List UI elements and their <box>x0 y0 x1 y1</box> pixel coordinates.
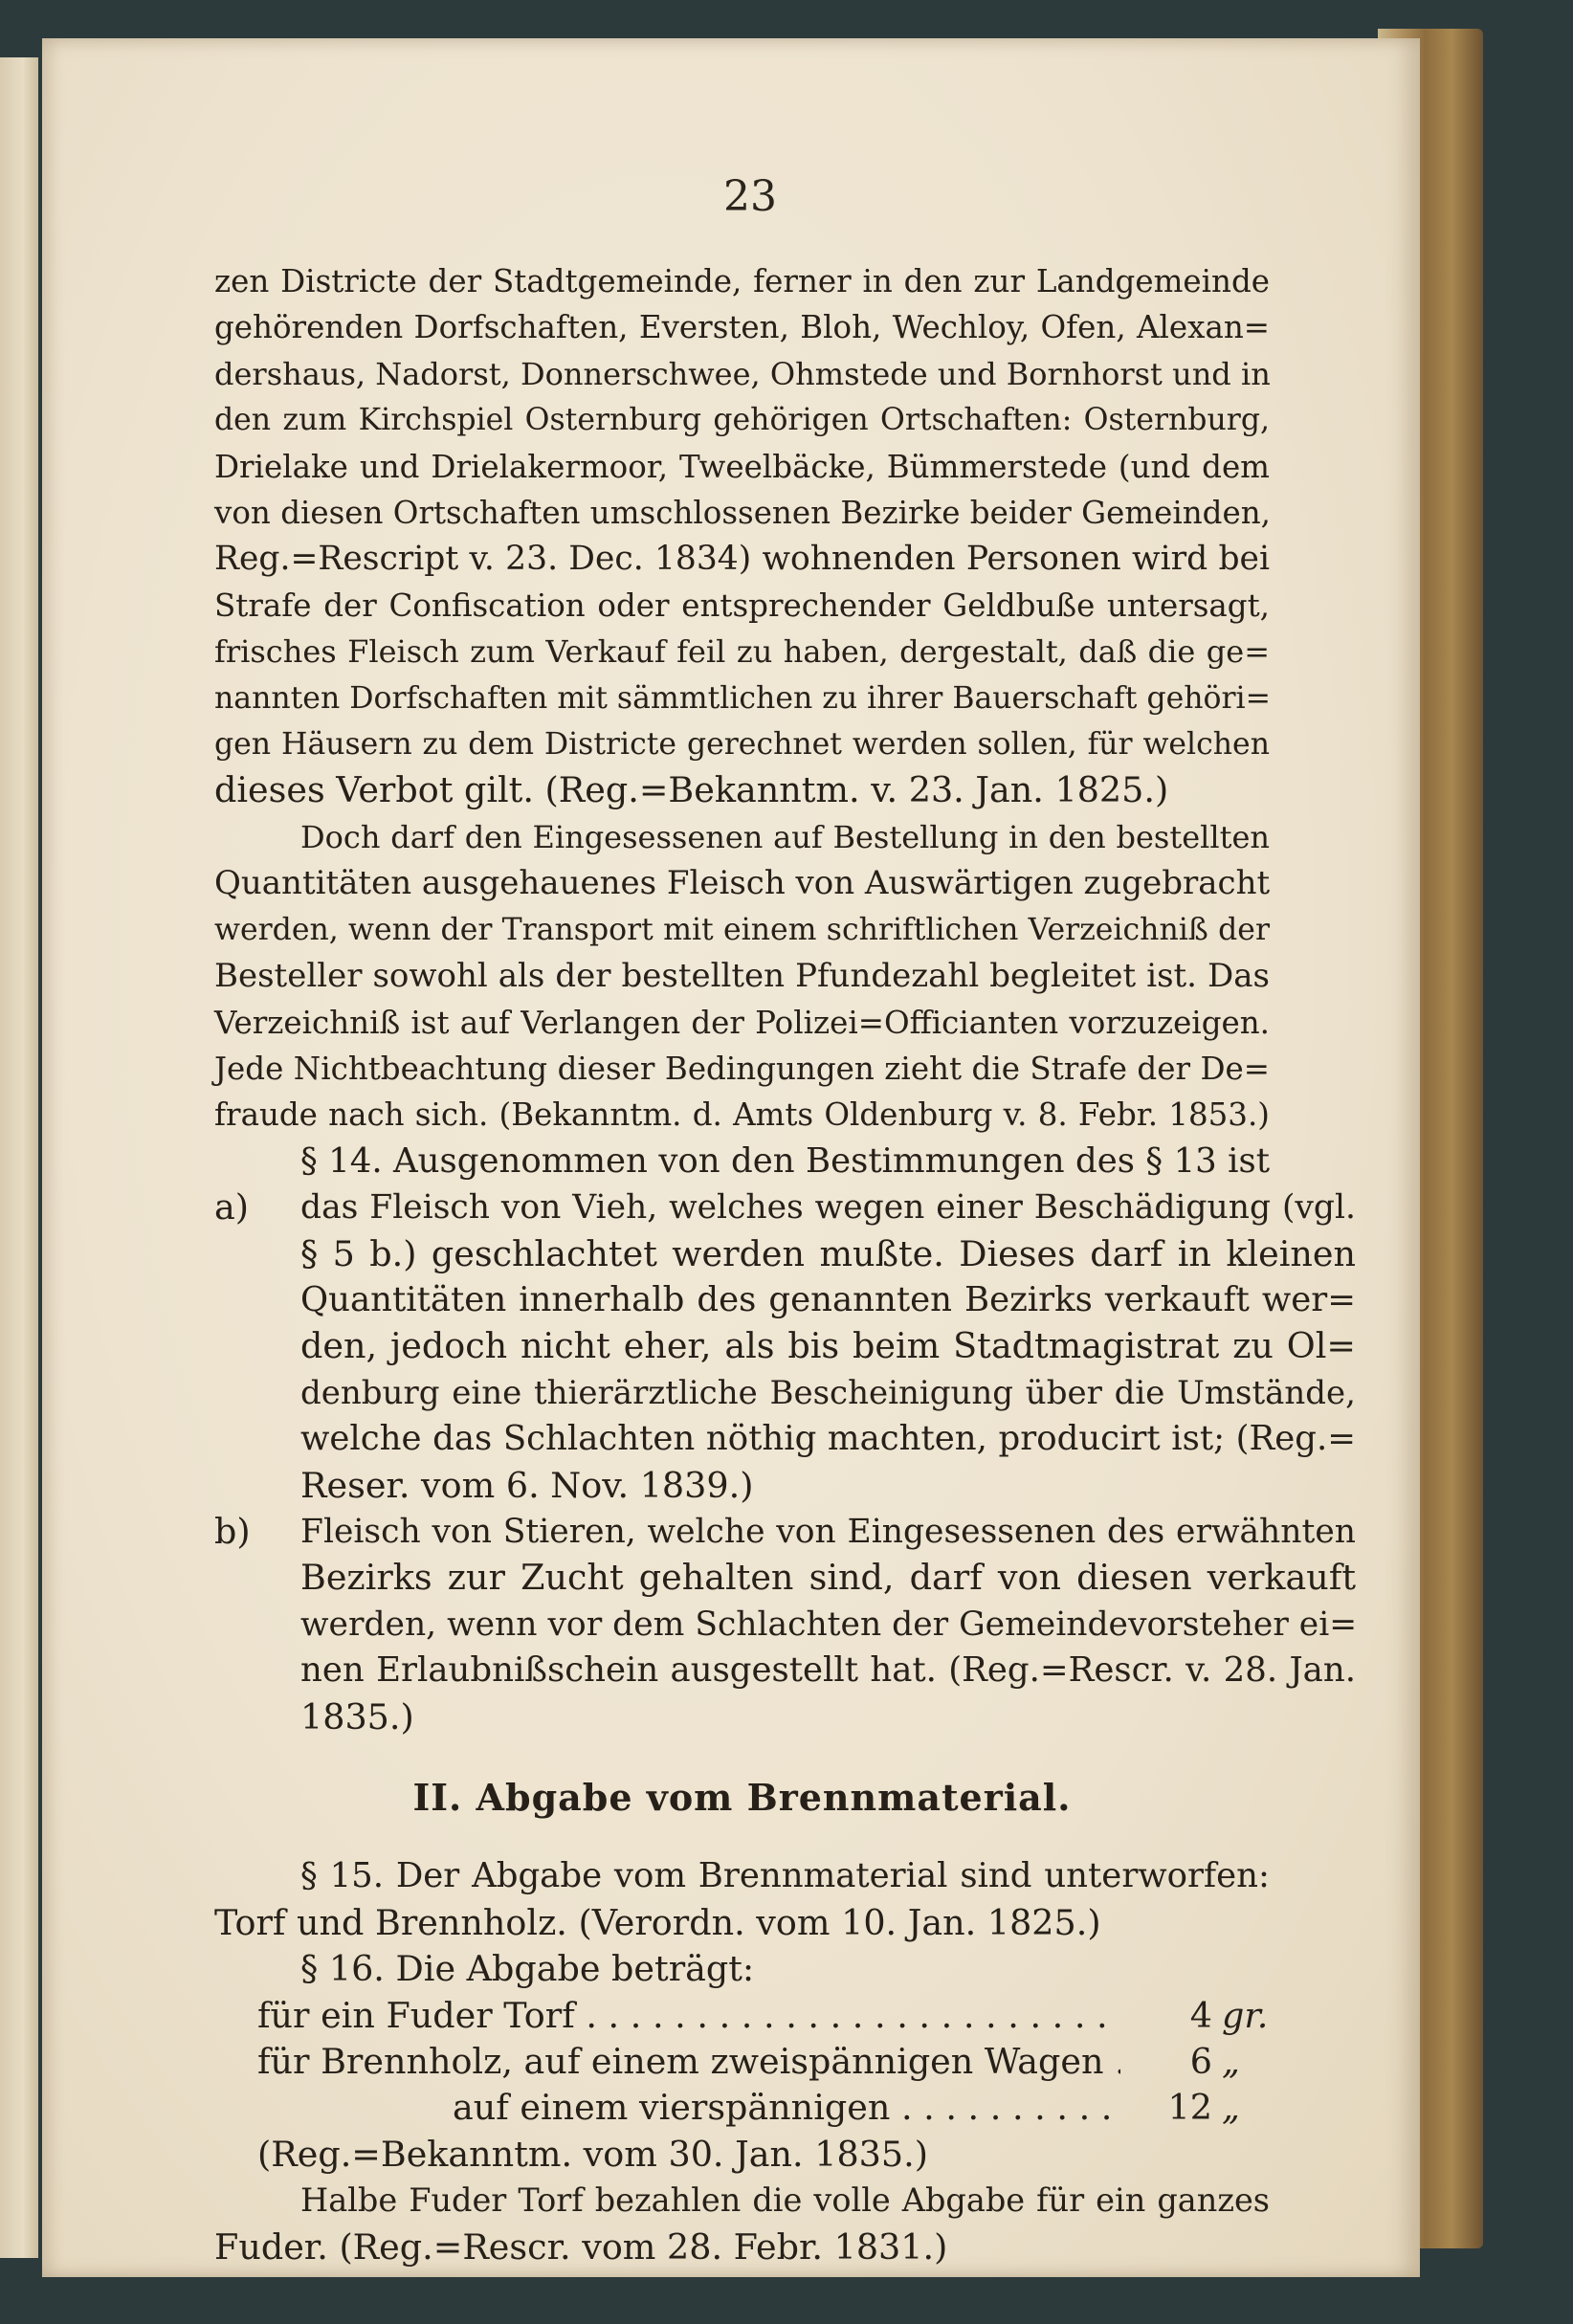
text-line: Reg.=Rescript v. 23. Dec. 1834) wohnenden Personen wird bei <box>214 540 1270 579</box>
fee-value: 4 <box>1189 1994 1212 2036</box>
page-number: 23 <box>723 172 777 221</box>
fee-value: 6 <box>1189 2041 1212 2083</box>
book-page <box>42 38 1420 2277</box>
fee-unit: gr. <box>1222 1994 1269 2036</box>
fee-row <box>257 1993 1270 2039</box>
text-line: § 16. Die Abgabe beträgt: <box>300 1948 755 1990</box>
text-line: nannten Dorfschaften mit sämmtlichen zu ihrer Bauerschaft gehöri= <box>214 680 1272 716</box>
text-line: Halbe Fuder Torf bezahlen die volle Abgabe für ein ganzes <box>300 2181 1270 2220</box>
text-line: gehörenden Dorfschaften, Eversten, Bloh, Wechloy, Ofen, Alexan= <box>214 309 1270 346</box>
fee-unit: „ <box>1222 2041 1240 2083</box>
text-line: zen Districte der Stadtgemeinde, ferner in den zur Landgemeinde <box>214 263 1270 299</box>
text-line: frisches Fleisch zum Verkauf feil zu haben, dergestalt, daß die ge= <box>214 633 1270 671</box>
text-line: Jede Nichtbeachtung dieser Bedingungen zieht die Strafe der De= <box>214 1050 1270 1087</box>
list-item-a <box>214 1184 1356 1509</box>
text-line: den zum Kirchspiel Osternburg gehörigen Ortschaften: Osternburg, <box>214 403 1270 438</box>
item-label: b) <box>214 1510 251 1552</box>
text-line: § 5 b.) geschlachtet werden mußte. Dieses darf in kleinen <box>300 1232 1356 1274</box>
previous-page-edge <box>0 57 38 2258</box>
text-line: Quantitäten ausgehauenes Fleisch von Auswärtigen zugebracht <box>214 864 1271 903</box>
fee-unit: „ <box>1222 2087 1240 2129</box>
text-line: Verzeichniß ist auf Verlangen der Polizei=Officianten vorzuzeigen. <box>214 1004 1270 1041</box>
paragraph-final <box>214 2178 1270 2270</box>
paragraph-section-16 <box>214 1946 1270 1992</box>
text-line: dieses Verbot gilt. (Reg.=Bekanntm. v. 23. Jan. 1825.) <box>214 769 1169 811</box>
fee-source <box>214 2132 1270 2178</box>
fee-description: auf einem vierspännigen . . . <box>453 2085 1120 2131</box>
text-line: welche das Schlachten nöthig machten, producirt ist; (Reg.= <box>300 1419 1356 1459</box>
text-line: denburg eine thierärztliche Bescheinigung über die Umstände, <box>300 1373 1356 1412</box>
text-line: (Reg.=Bekanntm. vom 30. Jan. 1835.) <box>257 2133 928 2175</box>
text-line: von diesen Ortschaften umschlossenen Bezirke beider Gemeinden, <box>214 495 1271 532</box>
item-label: a) <box>214 1186 250 1228</box>
text-line: Fleisch von Stieren, welche von Eingesessenen des erwähnten <box>300 1512 1356 1551</box>
fee-description: für Brennholz, auf einem zweispännigen Wagen . . . <box>257 2039 1120 2085</box>
paragraph-section-14 <box>214 1139 1270 1184</box>
text-line: Reser. vom 6. Nov. 1839.) <box>300 1464 754 1506</box>
fee-row <box>257 2085 1270 2131</box>
list-item-b <box>214 1509 1358 1740</box>
section-heading: II. Abgabe vom Brennmaterial. <box>412 1776 1072 1819</box>
text-line: nen Erlaubnißschein ausgestellt hat. (Reg.=Rescr. v. 28. Jan. <box>300 1650 1356 1691</box>
paragraph-section-15 <box>214 1853 1270 1946</box>
text-line: Bezirks zur Zucht gehalten sind, darf von diesen verkauft <box>300 1557 1356 1599</box>
paragraph <box>214 258 1270 814</box>
text-line: Drielake und Drielakermoor, Tweelbäcke, Bümmerstede (und dem <box>214 448 1270 485</box>
fee-row <box>257 2039 1270 2085</box>
text-line: das Fleisch von Vieh, welches wegen einer Beschädigung (vgl. <box>300 1188 1356 1228</box>
text-line: Doch darf den Eingesessenen auf Bestellung in den bestellten <box>300 818 1270 855</box>
text-line: § 14. Ausgenommen von den Bestimmungen des § 13 ist <box>300 1140 1270 1181</box>
fee-value: 12 <box>1167 2087 1212 2129</box>
fee-description: für ein Fuder Torf . . . <box>257 1993 1120 2039</box>
text-line: Fuder. (Reg.=Rescr. vom 28. Febr. 1831.) <box>214 2225 948 2268</box>
fee-list <box>214 1993 1270 2132</box>
text-line: Besteller sowohl als der bestellten Pfundezahl begleitet ist. Das <box>214 957 1270 996</box>
text-line: den, jedoch nicht eher, als bis beim Stadtmagistrat zu Ol= <box>300 1325 1356 1367</box>
text-line: § 15. Der Abgabe vom Brennmaterial sind unterworfen: <box>300 1856 1270 1896</box>
text-line: Strafe der Confiscation oder entsprechender Geldbuße untersagt, <box>214 587 1270 624</box>
text-line: dershaus, Nadorst, Donnerschwee, Ohmstede und Bornhorst und in <box>214 355 1271 392</box>
text-line: gen Häusern zu dem Districte gerechnet werden sollen, für welchen <box>214 727 1270 763</box>
page-body-text <box>214 258 1358 2270</box>
text-line: 1835.) <box>300 1695 414 1737</box>
text-line: werden, wenn vor dem Schlachten der Gemeindevorsteher ei= <box>300 1605 1358 1644</box>
text-line: fraude nach sich. (Bekanntm. d. Amts Oldenburg v. 8. Febr. 1853.) <box>214 1096 1270 1134</box>
paragraph <box>214 814 1270 1139</box>
text-line: Quantitäten innerhalb des genannten Bezirks verkauft wer= <box>300 1279 1356 1319</box>
text-line: werden, wenn der Transport mit einem schriftlichen Verzeichniß der <box>214 912 1270 947</box>
text-line: Torf und Brennholz. (Verordn. vom 10. Jan. 1825.) <box>214 1901 1101 1943</box>
